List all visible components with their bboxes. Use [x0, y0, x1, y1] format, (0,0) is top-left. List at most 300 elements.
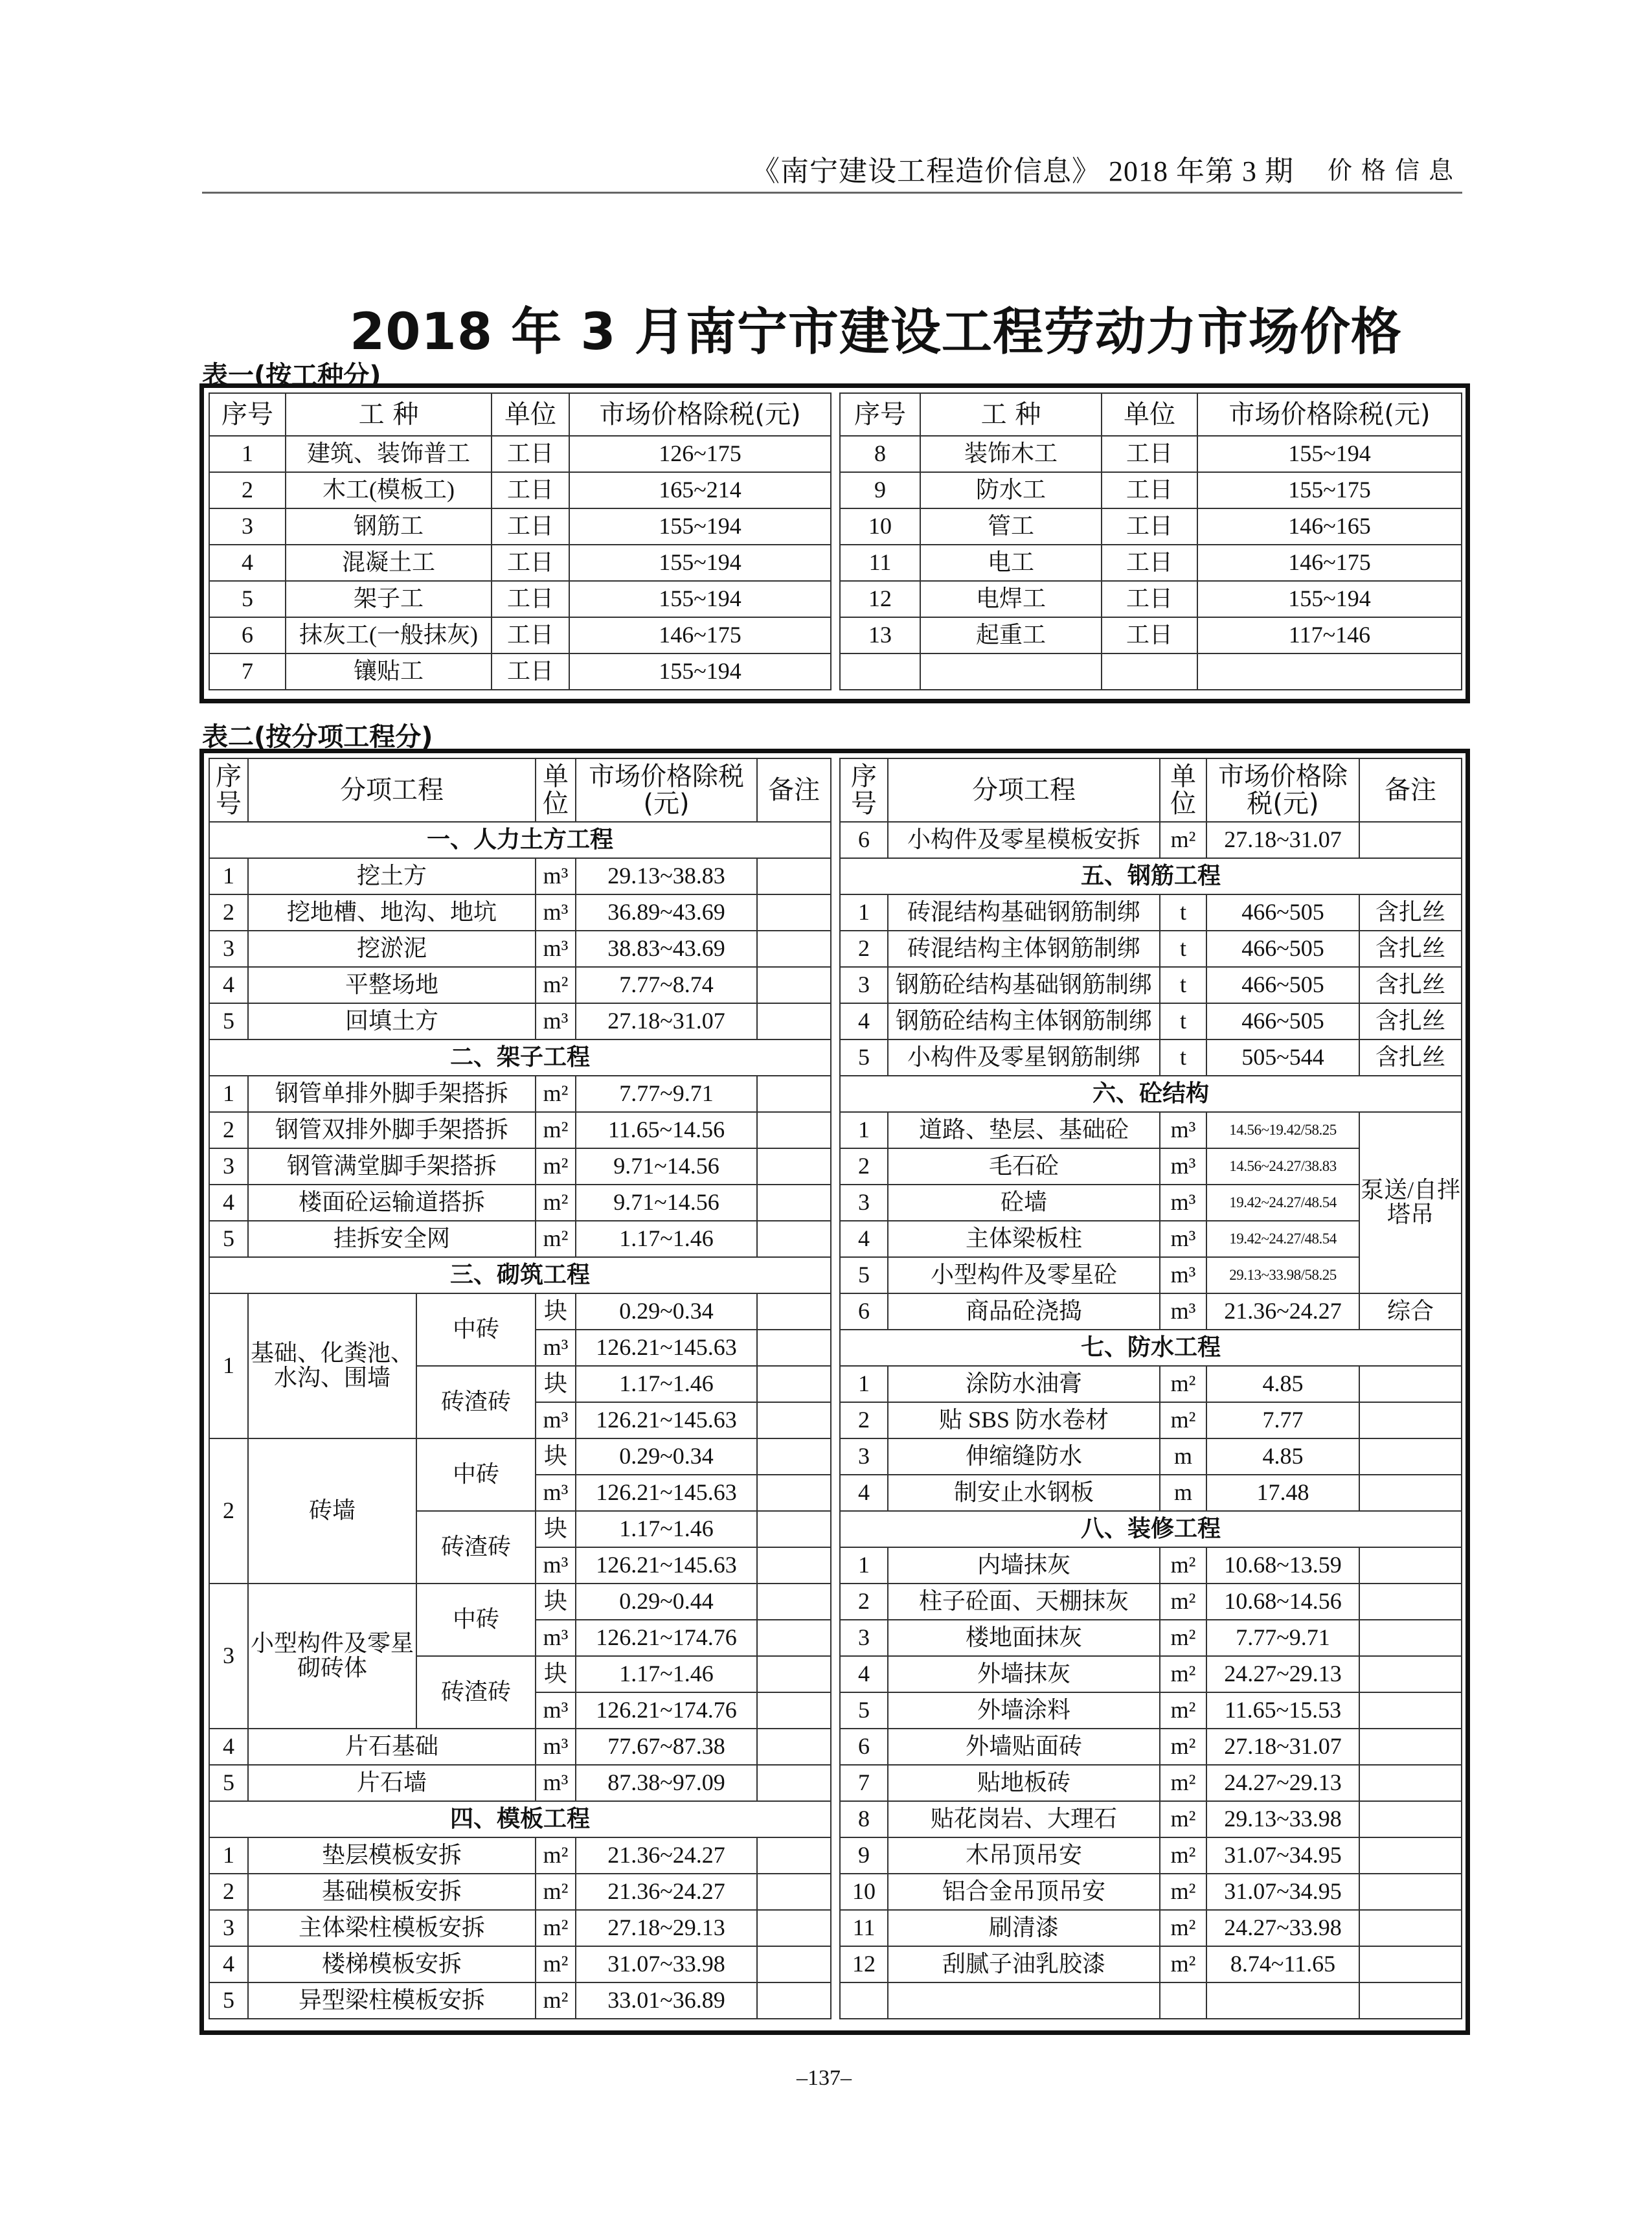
table-cell: 146~175 — [569, 617, 831, 653]
note-cell: 含扎丝 — [1359, 894, 1462, 931]
table-row — [840, 617, 1462, 653]
table-row — [209, 508, 831, 545]
table-cell — [1102, 653, 1197, 690]
col-header: 单位 — [1102, 393, 1197, 436]
table-cell: m² — [536, 1221, 576, 1257]
table-cell: 466~505 — [1206, 894, 1359, 931]
table-cell: 砼墙 — [888, 1185, 1160, 1221]
table-cell: 126.21~145.63 — [576, 1547, 757, 1584]
note-cell — [1359, 1656, 1462, 1692]
table2-right — [839, 758, 1462, 2019]
rebar-rows — [840, 894, 1462, 1076]
note-cell — [1359, 1620, 1462, 1656]
table-cell: 贴花岗岩、大理石 — [888, 1801, 1160, 1837]
table-cell: 5 — [840, 1692, 888, 1729]
table-cell: 31.07~34.95 — [1206, 1874, 1359, 1910]
table-cell: 1 — [840, 1112, 888, 1148]
note-cell — [757, 1293, 831, 1330]
table-row — [840, 1112, 1462, 1148]
table-cell: 27.18~29.13 — [576, 1910, 757, 1946]
table-cell: 21.36~24.27 — [576, 1874, 757, 1910]
table-cell: 钢管满堂脚手架搭拆 — [248, 1148, 536, 1185]
col-header: 市场价格除税(元) — [1197, 393, 1462, 436]
table-cell: 片石墙 — [248, 1765, 536, 1801]
table-row — [840, 1765, 1462, 1801]
table-cell: 3 — [840, 1185, 888, 1221]
table-cell: 38.83~43.69 — [576, 931, 757, 967]
section-8 — [840, 1511, 1462, 1547]
table-cell: t — [1160, 894, 1206, 931]
table-cell: 贴 SBS 防水卷材 — [888, 1402, 1160, 1438]
table-cell: 117~146 — [1197, 617, 1462, 653]
table-cell: 抹灰工(一般抹灰) — [286, 617, 492, 653]
table-cell: 33.01~36.89 — [576, 1982, 757, 2019]
table-cell: m³ — [536, 1547, 576, 1584]
table-cell: 126.21~174.76 — [576, 1692, 757, 1729]
table-cell: 钢筋工 — [286, 508, 492, 545]
table-cell: 砖渣砖 — [416, 1656, 536, 1729]
table-cell: 146~175 — [1197, 545, 1462, 581]
table-cell: 制安止水钢板 — [888, 1475, 1160, 1511]
table-cell: 平整场地 — [248, 967, 536, 1003]
table-cell: 29.13~33.98 — [1206, 1801, 1359, 1837]
table-cell: 2 — [209, 1112, 248, 1148]
table-cell: 工日 — [1102, 545, 1197, 581]
table-cell: m² — [1160, 822, 1206, 858]
masonry-rows — [209, 1293, 831, 1729]
table-cell: 小构件及零星钢筋制绑 — [888, 1039, 1160, 1076]
table-cell: 工日 — [1102, 508, 1197, 545]
table-cell: 伸缩缝防水 — [888, 1438, 1160, 1475]
table-cell: m² — [536, 1112, 576, 1148]
table-cell: 块 — [536, 1438, 576, 1475]
table-cell: 1 — [840, 1366, 888, 1402]
table-cell: 工日 — [492, 508, 569, 545]
table-cell: 13 — [840, 617, 920, 653]
table-cell: 中砖 — [416, 1584, 536, 1656]
note-cell — [757, 1330, 831, 1366]
table-cell: m³ — [536, 894, 576, 931]
section-4 — [209, 1801, 831, 1837]
table-cell: m² — [1160, 1366, 1206, 1402]
table-cell: 2 — [209, 894, 248, 931]
table-cell: 12 — [840, 581, 920, 617]
table-cell: m³ — [1160, 1185, 1206, 1221]
note-cell — [757, 967, 831, 1003]
table-row — [209, 436, 831, 472]
note-cell — [757, 1620, 831, 1656]
table-cell: 建筑、装饰普工 — [286, 436, 492, 472]
table-cell: 4.85 — [1206, 1438, 1359, 1475]
note-cell: 含扎丝 — [1359, 1003, 1462, 1039]
table-cell: 电工 — [920, 545, 1102, 581]
table-cell: 165~214 — [569, 472, 831, 508]
table-cell: 29.13~33.98/58.25 — [1206, 1257, 1359, 1293]
table1-left — [209, 392, 832, 690]
table-cell: m² — [536, 1076, 576, 1112]
note-cell — [757, 1438, 831, 1475]
note-cell — [1359, 1729, 1462, 1765]
table-cell: 7 — [840, 1765, 888, 1801]
table-cell: 工日 — [492, 545, 569, 581]
table-cell: 10.68~14.56 — [1206, 1584, 1359, 1620]
col-header: 单位 — [492, 393, 569, 436]
table-cell: 466~505 — [1206, 1003, 1359, 1039]
table-row — [209, 1765, 831, 1801]
table-cell: t — [1160, 1039, 1206, 1076]
table-cell: 3 — [209, 508, 286, 545]
table-cell: 楼梯模板安拆 — [248, 1946, 536, 1982]
note-cell — [757, 1946, 831, 1982]
table-cell: 155~194 — [569, 545, 831, 581]
table-cell: 楼地面抹灰 — [888, 1620, 1160, 1656]
table-cell: 挂拆安全网 — [248, 1221, 536, 1257]
table-cell: 外墙涂料 — [888, 1692, 1160, 1729]
table-row — [840, 1910, 1462, 1946]
table-row — [209, 1185, 831, 1221]
table1-left-body — [209, 436, 831, 690]
table-row — [209, 1982, 831, 2019]
table-cell: m³ — [536, 1475, 576, 1511]
empty-cell — [1160, 1982, 1206, 2019]
table-cell: m² — [1160, 1402, 1206, 1438]
table-row — [840, 1729, 1462, 1765]
table-cell: 4 — [209, 967, 248, 1003]
table-cell: 片石基础 — [248, 1729, 536, 1765]
table-row — [209, 1112, 831, 1148]
table-cell: 4.85 — [1206, 1366, 1359, 1402]
table2-header-row — [209, 758, 831, 822]
table-cell: 砖混结构基础钢筋制绑 — [888, 894, 1160, 931]
table-cell: 24.27~33.98 — [1206, 1910, 1359, 1946]
table-cell: 77.67~87.38 — [576, 1729, 757, 1765]
note-cell — [757, 894, 831, 931]
table-cell: 27.18~31.07 — [576, 1003, 757, 1039]
section-heading: 三、砌筑工程 — [209, 1257, 831, 1293]
table-cell: 11.65~14.56 — [576, 1112, 757, 1148]
table-cell: 14.56~19.42/58.25 — [1206, 1112, 1359, 1148]
col-header: 分项工程 — [248, 758, 536, 822]
table-row — [209, 1293, 831, 1330]
table-cell: 柱子砼面、天棚抹灰 — [888, 1584, 1160, 1620]
table-cell: m² — [536, 1874, 576, 1910]
note-cell — [757, 1366, 831, 1402]
table-cell: 2 — [840, 931, 888, 967]
col-header: 序号 — [840, 393, 920, 436]
table-cell: 块 — [536, 1511, 576, 1547]
table-cell: 155~194 — [1197, 436, 1462, 472]
table-cell: 21.36~24.27 — [1206, 1293, 1359, 1330]
table-row — [209, 894, 831, 931]
table-cell: 工日 — [1102, 436, 1197, 472]
table-row — [209, 581, 831, 617]
table-cell: m² — [536, 1148, 576, 1185]
table-row — [840, 1801, 1462, 1837]
table-cell: 27.18~31.07 — [1206, 1729, 1359, 1765]
table-row — [840, 1402, 1462, 1438]
table-cell: 外墙贴面砖 — [888, 1729, 1160, 1765]
table-cell: 7 — [209, 653, 286, 690]
table-cell: 19.42~24.27/48.54 — [1206, 1185, 1359, 1221]
table-cell: 工日 — [492, 436, 569, 472]
table2-header-row — [840, 758, 1462, 822]
section-heading: 六、砼结构 — [840, 1076, 1462, 1112]
table-cell: 4 — [209, 1185, 248, 1221]
note-cell — [1359, 1801, 1462, 1837]
note-cell — [757, 1910, 831, 1946]
table-cell: 5 — [209, 1221, 248, 1257]
table-cell: 9 — [840, 1837, 888, 1874]
table-cell: 4 — [840, 1003, 888, 1039]
table-cell: 砖混结构主体钢筋制绑 — [888, 931, 1160, 967]
table-row — [840, 1003, 1462, 1039]
note-cell — [757, 931, 831, 967]
note-cell — [757, 1076, 831, 1112]
table-cell: 木吊顶吊安 — [888, 1837, 1160, 1874]
table-cell: 2 — [209, 1874, 248, 1910]
table-cell: m² — [536, 1185, 576, 1221]
table-cell: 小型构件及零星砌砖体 — [248, 1584, 416, 1729]
table-cell: m² — [1160, 1837, 1206, 1874]
section-heading: 四、模板工程 — [209, 1801, 831, 1837]
table-row — [840, 822, 1462, 858]
table-cell: 垫层模板安拆 — [248, 1837, 536, 1874]
section-3 — [209, 1257, 831, 1293]
table-cell: m² — [1160, 1584, 1206, 1620]
table-cell: 6 — [840, 822, 888, 858]
table-row — [840, 1475, 1462, 1511]
table-row — [840, 436, 1462, 472]
table-row — [209, 1076, 831, 1112]
table1-header-row — [840, 393, 1462, 436]
table-row — [209, 1910, 831, 1946]
table-cell: 块 — [536, 1293, 576, 1330]
section-heading: 七、防水工程 — [840, 1330, 1462, 1366]
table-cell: m² — [1160, 1910, 1206, 1946]
table-row — [209, 931, 831, 967]
table-cell: 4 — [209, 1729, 248, 1765]
table-cell — [1197, 653, 1462, 690]
section-2 — [209, 1039, 831, 1076]
table2-caption: 表二(按分项工程分) — [202, 722, 433, 752]
table-cell: 中砖 — [416, 1293, 536, 1366]
table-cell: 6 — [840, 1293, 888, 1330]
table-cell: t — [1160, 967, 1206, 1003]
table-cell: m³ — [536, 1402, 576, 1438]
table-cell: m³ — [1160, 1293, 1206, 1330]
table-cell: 中砖 — [416, 1438, 536, 1511]
col-header: 市场价格除税(元) — [569, 393, 831, 436]
table-row — [840, 967, 1462, 1003]
table1-header-row — [209, 393, 831, 436]
note-cell — [757, 1185, 831, 1221]
table-cell: m — [1160, 1438, 1206, 1475]
table-cell: 6 — [840, 1729, 888, 1765]
table-cell: 466~505 — [1206, 967, 1359, 1003]
table-cell: m³ — [1160, 1221, 1206, 1257]
note-cell — [757, 1511, 831, 1547]
table-cell: 146~165 — [1197, 508, 1462, 545]
table-cell: 9.71~14.56 — [576, 1148, 757, 1185]
note-cell — [1359, 1547, 1462, 1584]
table-cell: m² — [1160, 1547, 1206, 1584]
note-cell — [757, 1765, 831, 1801]
table-row — [840, 1438, 1462, 1475]
formwork-cont-row — [840, 822, 1462, 858]
table-cell: 1 — [209, 1076, 248, 1112]
col-header: 市场价格除税(元) — [576, 758, 757, 822]
table-cell: m³ — [536, 1620, 576, 1656]
table1-right — [839, 392, 1462, 690]
table-cell: 505~544 — [1206, 1039, 1359, 1076]
table-cell: 155~194 — [569, 581, 831, 617]
table-cell: m² — [536, 1910, 576, 1946]
note-cell — [1359, 1692, 1462, 1729]
table-row — [209, 1837, 831, 1874]
table-cell: 2 — [840, 1148, 888, 1185]
table-cell: 钢筋砼结构基础钢筋制绑 — [888, 967, 1160, 1003]
table-cell: 24.27~29.13 — [1206, 1656, 1359, 1692]
table-cell: 2 — [209, 472, 286, 508]
table-cell: 电焊工 — [920, 581, 1102, 617]
table-cell: 8.74~11.65 — [1206, 1946, 1359, 1982]
table-cell: 5 — [209, 1765, 248, 1801]
table-cell: 0.29~0.34 — [576, 1293, 757, 1330]
table-cell: 9 — [840, 472, 920, 508]
table-cell: 14.56~24.27/38.83 — [1206, 1148, 1359, 1185]
table2-left — [209, 758, 832, 2019]
scaffold-rows — [209, 1076, 831, 1257]
empty-cell — [1206, 1982, 1359, 2019]
table-cell: 1.17~1.46 — [576, 1221, 757, 1257]
table-cell: 工日 — [1102, 617, 1197, 653]
table-cell: 装饰木工 — [920, 436, 1102, 472]
note-cell — [1359, 1910, 1462, 1946]
table-cell: 1.17~1.46 — [576, 1511, 757, 1547]
table-cell: 29.13~38.83 — [576, 858, 757, 894]
table-cell: 钢管单排外脚手架搭拆 — [248, 1076, 536, 1112]
table-cell: 钢管双排外脚手架搭拆 — [248, 1112, 536, 1148]
col-header: 工 种 — [920, 393, 1102, 436]
col-header: 分项工程 — [888, 758, 1160, 822]
page-title: 2018 年 3 月南宁市建设工程劳动力市场价格 — [350, 303, 1402, 361]
note-cell — [757, 1221, 831, 1257]
table-cell: 5 — [840, 1257, 888, 1293]
table-row — [840, 653, 1462, 690]
table-cell: 基础、化粪池、水沟、围墙 — [248, 1293, 416, 1438]
table-cell: m² — [536, 1982, 576, 2019]
table1-caption: 表一(按工种分) — [202, 361, 381, 391]
page-number: –137– — [797, 2066, 852, 2090]
table-cell: 挖土方 — [248, 858, 536, 894]
table-row — [840, 1293, 1462, 1330]
table-cell: 17.48 — [1206, 1475, 1359, 1511]
table-row — [209, 653, 831, 690]
table-cell: 1 — [209, 858, 248, 894]
table-cell: 块 — [536, 1584, 576, 1620]
note-cell: 含扎丝 — [1359, 931, 1462, 967]
table-cell: 0.29~0.44 — [576, 1584, 757, 1620]
table-cell: m³ — [536, 1765, 576, 1801]
table-cell: 126.21~145.63 — [576, 1402, 757, 1438]
table-cell — [840, 653, 920, 690]
table-cell: 1 — [209, 436, 286, 472]
table-cell: 小构件及零星模板安拆 — [888, 822, 1160, 858]
table-cell: 异型梁柱模板安拆 — [248, 1982, 536, 2019]
table-cell: 7.77~9.71 — [576, 1076, 757, 1112]
table-cell: m² — [1160, 1729, 1206, 1765]
table-cell: 4 — [209, 545, 286, 581]
table-row — [840, 1946, 1462, 1982]
table-cell: 7.77~9.71 — [1206, 1620, 1359, 1656]
table-cell: m³ — [536, 931, 576, 967]
table-row — [840, 894, 1462, 931]
table-cell: 架子工 — [286, 581, 492, 617]
table-row — [840, 1366, 1462, 1402]
note-cell — [757, 1547, 831, 1584]
table-cell: 回填土方 — [248, 1003, 536, 1039]
table-cell: 工日 — [1102, 472, 1197, 508]
table-cell: 商品砼浇捣 — [888, 1293, 1160, 1330]
table-cell: 工日 — [492, 653, 569, 690]
table-cell: 0.29~0.34 — [576, 1438, 757, 1475]
table-cell: 1 — [209, 1293, 248, 1438]
col-header: 序号 — [209, 393, 286, 436]
table-row — [209, 1221, 831, 1257]
table-cell: 内墙抹灰 — [888, 1547, 1160, 1584]
table-cell: 5 — [840, 1039, 888, 1076]
table-row — [209, 1003, 831, 1039]
table-cell: 工日 — [492, 617, 569, 653]
col-header: 工 种 — [286, 393, 492, 436]
col-header: 市场价格除税(元) — [1206, 758, 1359, 822]
table-cell: 10 — [840, 1874, 888, 1910]
table-row — [840, 1656, 1462, 1692]
table-cell: 155~175 — [1197, 472, 1462, 508]
table-cell: 刷清漆 — [888, 1910, 1160, 1946]
col-header: 序号 — [840, 758, 888, 822]
table-cell: t — [1160, 931, 1206, 967]
table-cell: 基础模板安拆 — [248, 1874, 536, 1910]
table-cell: 10 — [840, 508, 920, 545]
table-cell: m³ — [1160, 1257, 1206, 1293]
table-cell: 楼面砼运输道搭拆 — [248, 1185, 536, 1221]
table-cell: m² — [1160, 1656, 1206, 1692]
note-cell — [757, 858, 831, 894]
section-heading: 八、装修工程 — [840, 1511, 1462, 1547]
table-cell: 涂防水油膏 — [888, 1366, 1160, 1402]
section-5 — [840, 858, 1462, 894]
table-cell: 主体梁板柱 — [888, 1221, 1160, 1257]
table-cell: 3 — [209, 1148, 248, 1185]
note-cell — [1359, 822, 1462, 858]
table-cell: 24.27~29.13 — [1206, 1765, 1359, 1801]
table-cell: 19.42~24.27/48.54 — [1206, 1221, 1359, 1257]
col-header: 备注 — [1359, 758, 1462, 822]
table-cell: 木工(模板工) — [286, 472, 492, 508]
header-rule — [202, 192, 1462, 194]
table-cell: 3 — [840, 1438, 888, 1475]
table-cell: m² — [1160, 1874, 1206, 1910]
table-cell: m³ — [1160, 1148, 1206, 1185]
table-cell: 6 — [209, 617, 286, 653]
table-row — [840, 545, 1462, 581]
table-row — [209, 1874, 831, 1910]
note-cell — [757, 1692, 831, 1729]
table-row — [209, 472, 831, 508]
table-cell: 126.21~145.63 — [576, 1330, 757, 1366]
table-cell: 工日 — [492, 581, 569, 617]
